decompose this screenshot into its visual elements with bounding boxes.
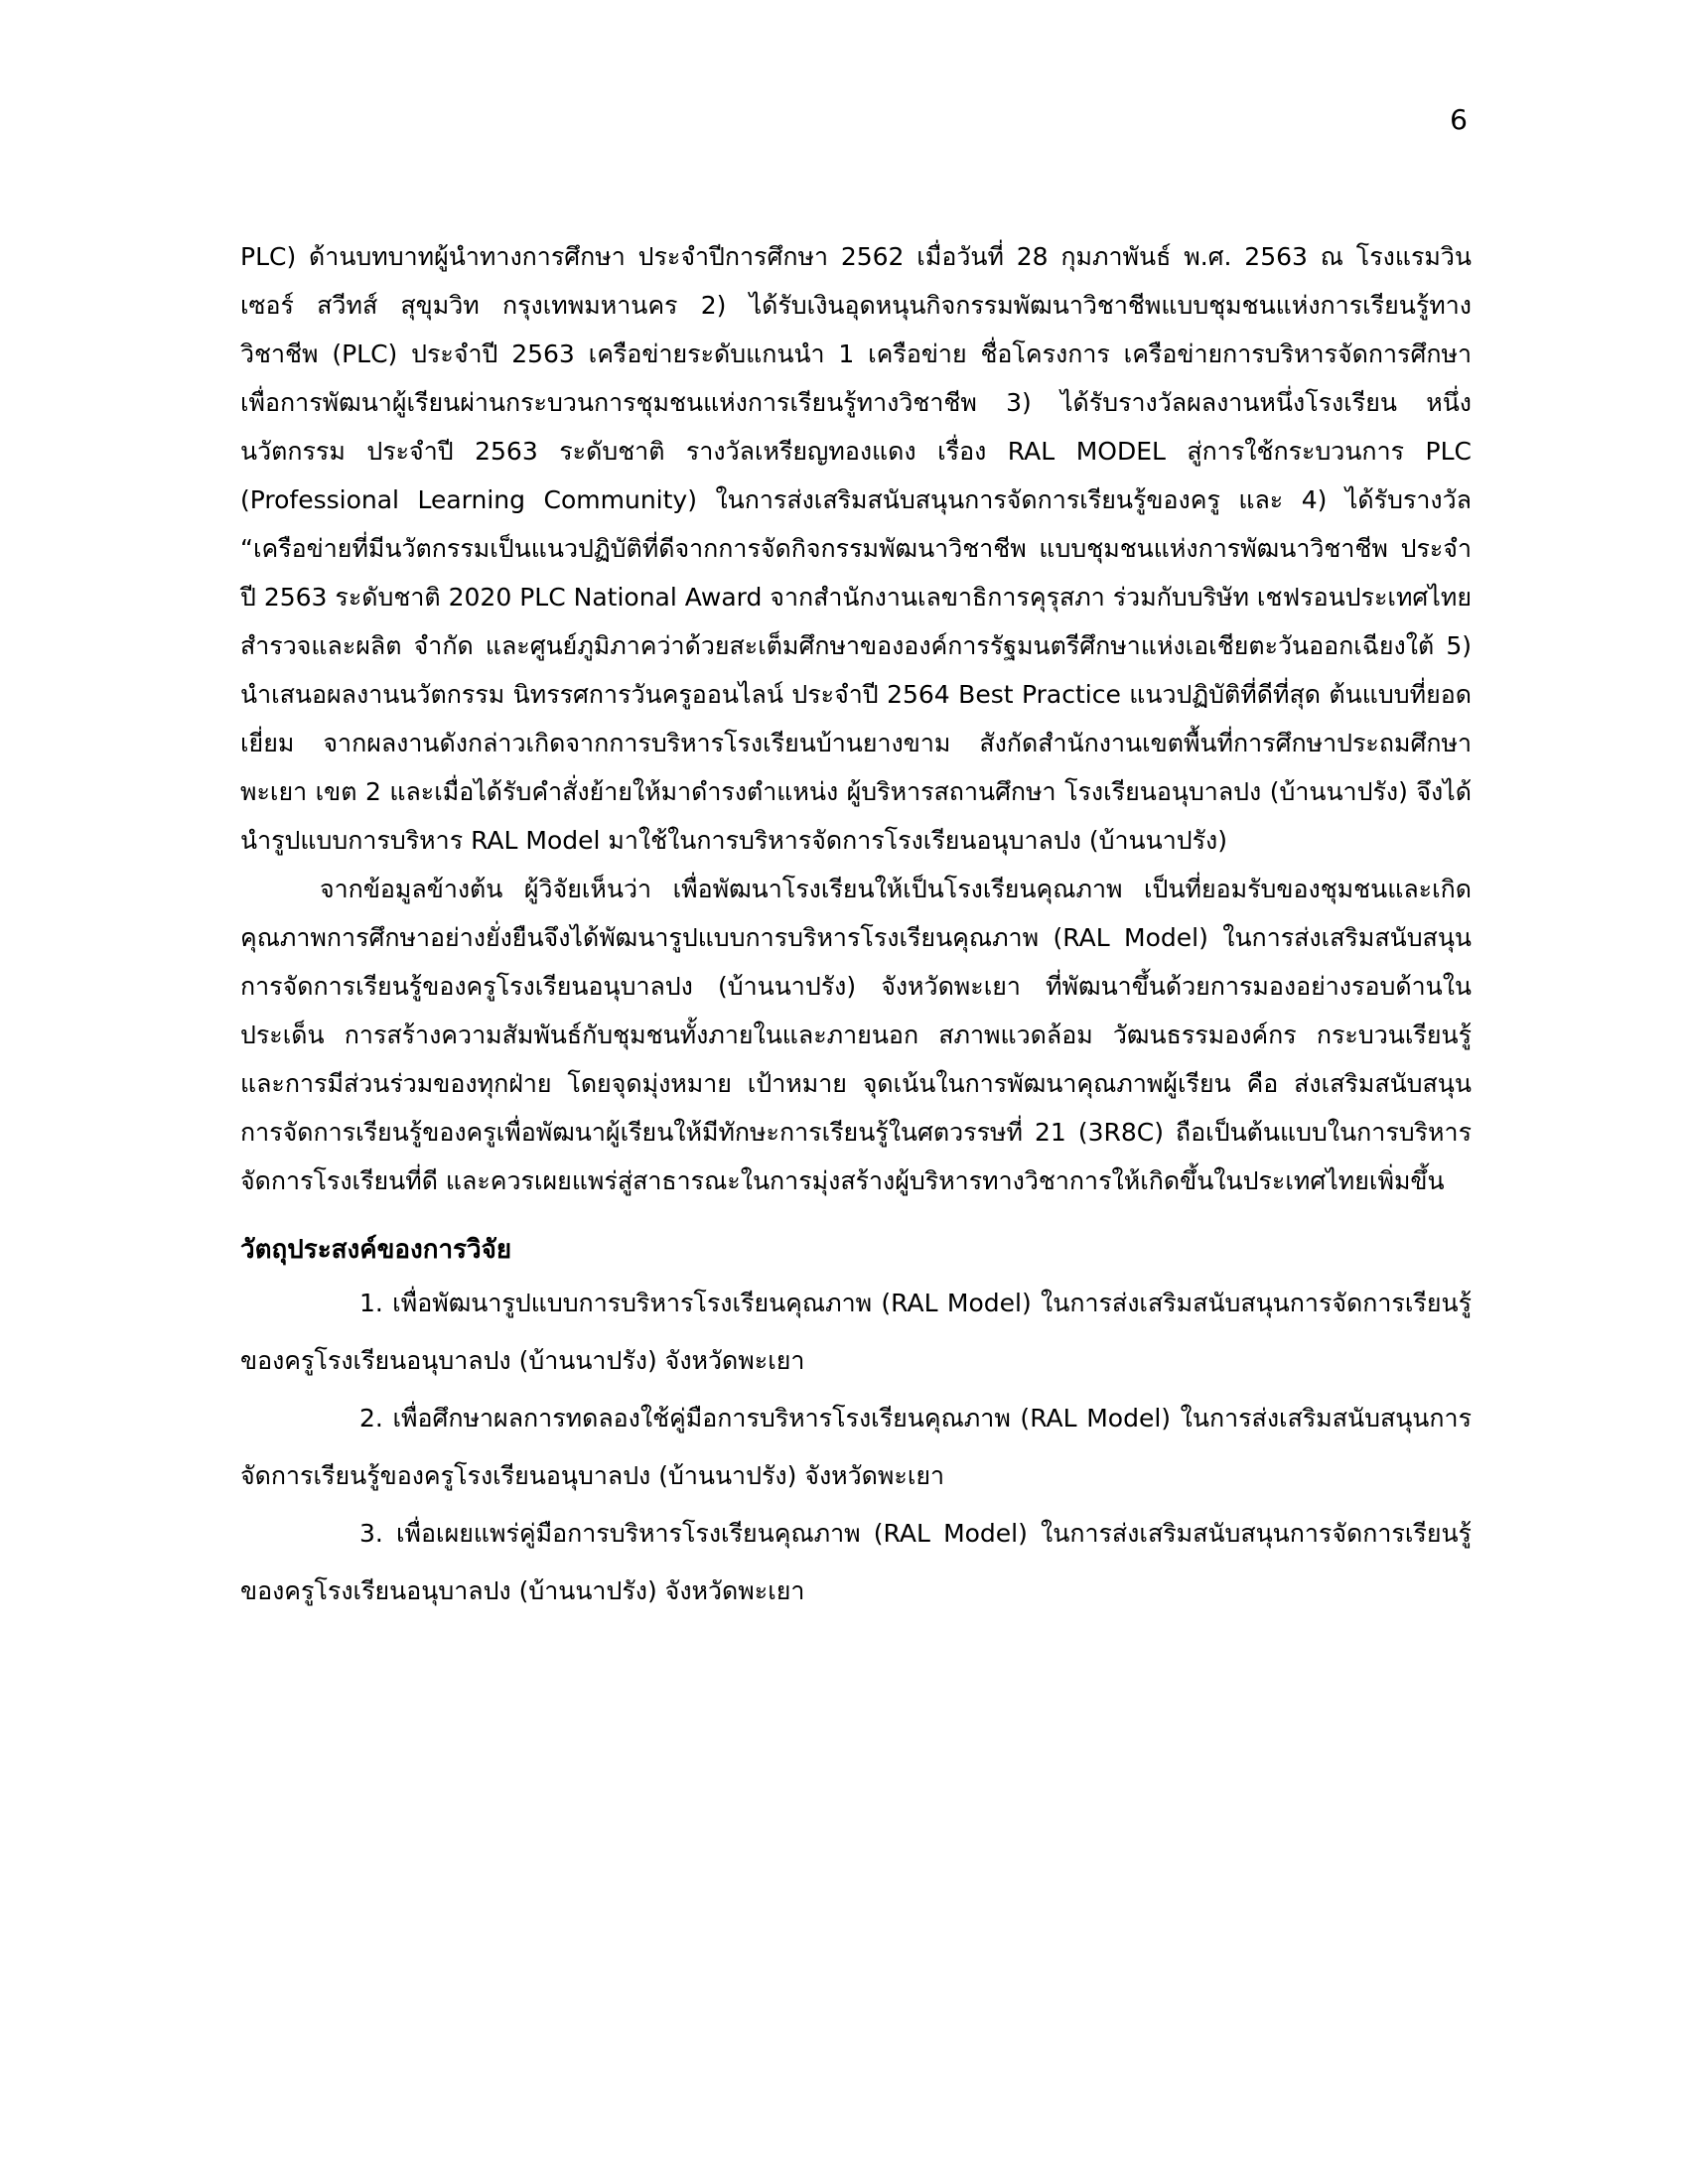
objective-item-1: 1. เพื่อพัฒนารูปแบบการบริหารโรงเรียนคุณภาพ (RAL Model) ในการส่งเสริมสนับสนุนการจัดการเรียนรู้ของครูโรงเรียนอนุบาลปง (บ้านนาปรัง) จังหวัดพะเยา	[240, 1289, 1472, 1375]
document-body	[240, 232, 1472, 1620]
background-paragraph-continued: PLC) ด้านบทบาทผู้นำทางการศึกษา ประจำปีการศึกษา 2562 เมื่อวันที่ 28 กุมภาพันธ์ พ.ศ. 2563 ณ โรงแรมวินเซอร์ สวีทส์ สุขุมวิท กรุงเทพมหานคร 2) ได้รับเงินอุดหนุนกิจกรรมพัฒนาวิชาชีพแบบชุมชนแห่งการเรียนรู้ทางวิชาชีพ (PLC) ประจำปี 2563 เครือข่ายระดับแกนนำ 1 เครือข่าย ชื่อโครงการ เครือข่ายการบริหารจัดการศึกษา เพื่อการพัฒนาผู้เรียนผ่านกระบวนการชุมชนแห่งการเรียนรู้ทางวิชาชีพ 3) ได้รับรางวัลผลงานหนึ่งโรงเรียน หนึ่งนวัตกรรม ประจำปี 2563 ระดับชาติ รางวัลเหรียญทองแดง เรื่อง RAL MODEL สู่การใช้กระบวนการ PLC (Professional Learning Community) ในการส่งเสริมสนับสนุนการจัดการเรียนรู้ของครู และ 4) ได้รับรางวัล “เครือข่ายที่มีนวัตกรรมเป็นแนวปฏิบัติที่ดีจากการจัดกิจกรรมพัฒนาวิชาชีพ แบบชุมชนแห่งการพัฒนาวิชาชีพ ประจำปี 2563 ระดับชาติ 2020 PLC National Award จากสำนักงานเลขาธิการคุรุสภา ร่วมกับบริษัท เชฟรอนประเทศไทยสำรวจและผลิต จำกัด และศูนย์ภูมิภาคว่าด้วยสะเต็มศึกษาขององค์การรัฐมนตรีศึกษาแห่งเอเชียตะวันออกเฉียงใต้ 5) นำเสนอผลงานนวัตกรรม นิทรรศการวันครูออนไลน์ ประจำปี 2564 Best Practice แนวปฏิบัติที่ดีที่สุด ต้นแบบที่ยอดเยี่ยม จากผลงานดังกล่าวเกิดจากการบริหารโรงเรียนบ้านยางขาม สังกัดสำนักงานเขตพื้นที่การศึกษาประถมศึกษาพะเยา เขต 2 และเมื่อได้รับคำสั่งย้ายให้มาดำรงตำแหน่ง ผู้บริหารสถานศึกษา โรงเรียนอนุบาลปง (บ้านนาปรัง) จึงได้นำรูปแบบการบริหาร RAL Model มาใช้ในการบริหารจัดการโรงเรียนอนุบาลปง (บ้านนาปรัง)	[240, 242, 1472, 855]
objective-item-3: 3. เพื่อเผยแพร่คู่มือการบริหารโรงเรียนคุณภาพ (RAL Model) ในการส่งเสริมสนับสนุนการจัดการเรียนรู้ของครูโรงเรียนอนุบาลปง (บ้านนาปรัง) จังหวัดพะเยา	[240, 1519, 1472, 1605]
objective-item-2: 2. เพื่อศึกษาผลการทดลองใช้คู่มือการบริหารโรงเรียนคุณภาพ (RAL Model) ในการส่งเสริมสนับสนุนการจัดการเรียนรู้ของครูโรงเรียนอนุบาลปง (บ้านนาปรัง) จังหวัดพะเยา	[240, 1404, 1472, 1490]
page-number: 6	[1450, 103, 1468, 136]
objectives-heading: วัตถุประสงค์ของการวิจัย	[240, 1235, 512, 1265]
rationale-paragraph: จากข้อมูลข้างต้น ผู้วิจัยเห็นว่า เพื่อพัฒนาโรงเรียนให้เป็นโรงเรียนคุณภาพ เป็นที่ยอมรับของชุมชนและเกิดคุณภาพการศึกษาอย่างยั่งยืนจึงได้พัฒนารูปแบบการบริหารโรงเรียนคุณภาพ (RAL Model) ในการส่งเสริมสนับสนุนการจัดการเรียนรู้ของครูโรงเรียนอนุบาลปง (บ้านนาปรัง) จังหวัดพะเยา ที่พัฒนาขึ้นด้วยการมองอย่างรอบด้านในประเด็น การสร้างความสัมพันธ์กับชุมชนทั้งภายในและภายนอก สภาพแวดล้อม วัฒนธรรมองค์กร กระบวนเรียนรู้ และการมีส่วนร่วมของทุกฝ่าย โดยจุดมุ่งหมาย เป้าหมาย จุดเน้นในการพัฒนาคุณภาพผู้เรียน คือ ส่งเสริมสนับสนุนการจัดการเรียนรู้ของครูเพื่อพัฒนาผู้เรียนให้มีทักษะการเรียนรู้ในศตวรรษที่ 21 (3R8C) ถือเป็นต้นแบบในการบริหารจัดการโรงเรียนที่ดี และควรเผยแพร่สู่สาธารณะในการมุ่งสร้างผู้บริหารทางวิชาการให้เกิดขึ้นในประเทศไทยเพิ่มขึ้น	[240, 875, 1472, 1195]
